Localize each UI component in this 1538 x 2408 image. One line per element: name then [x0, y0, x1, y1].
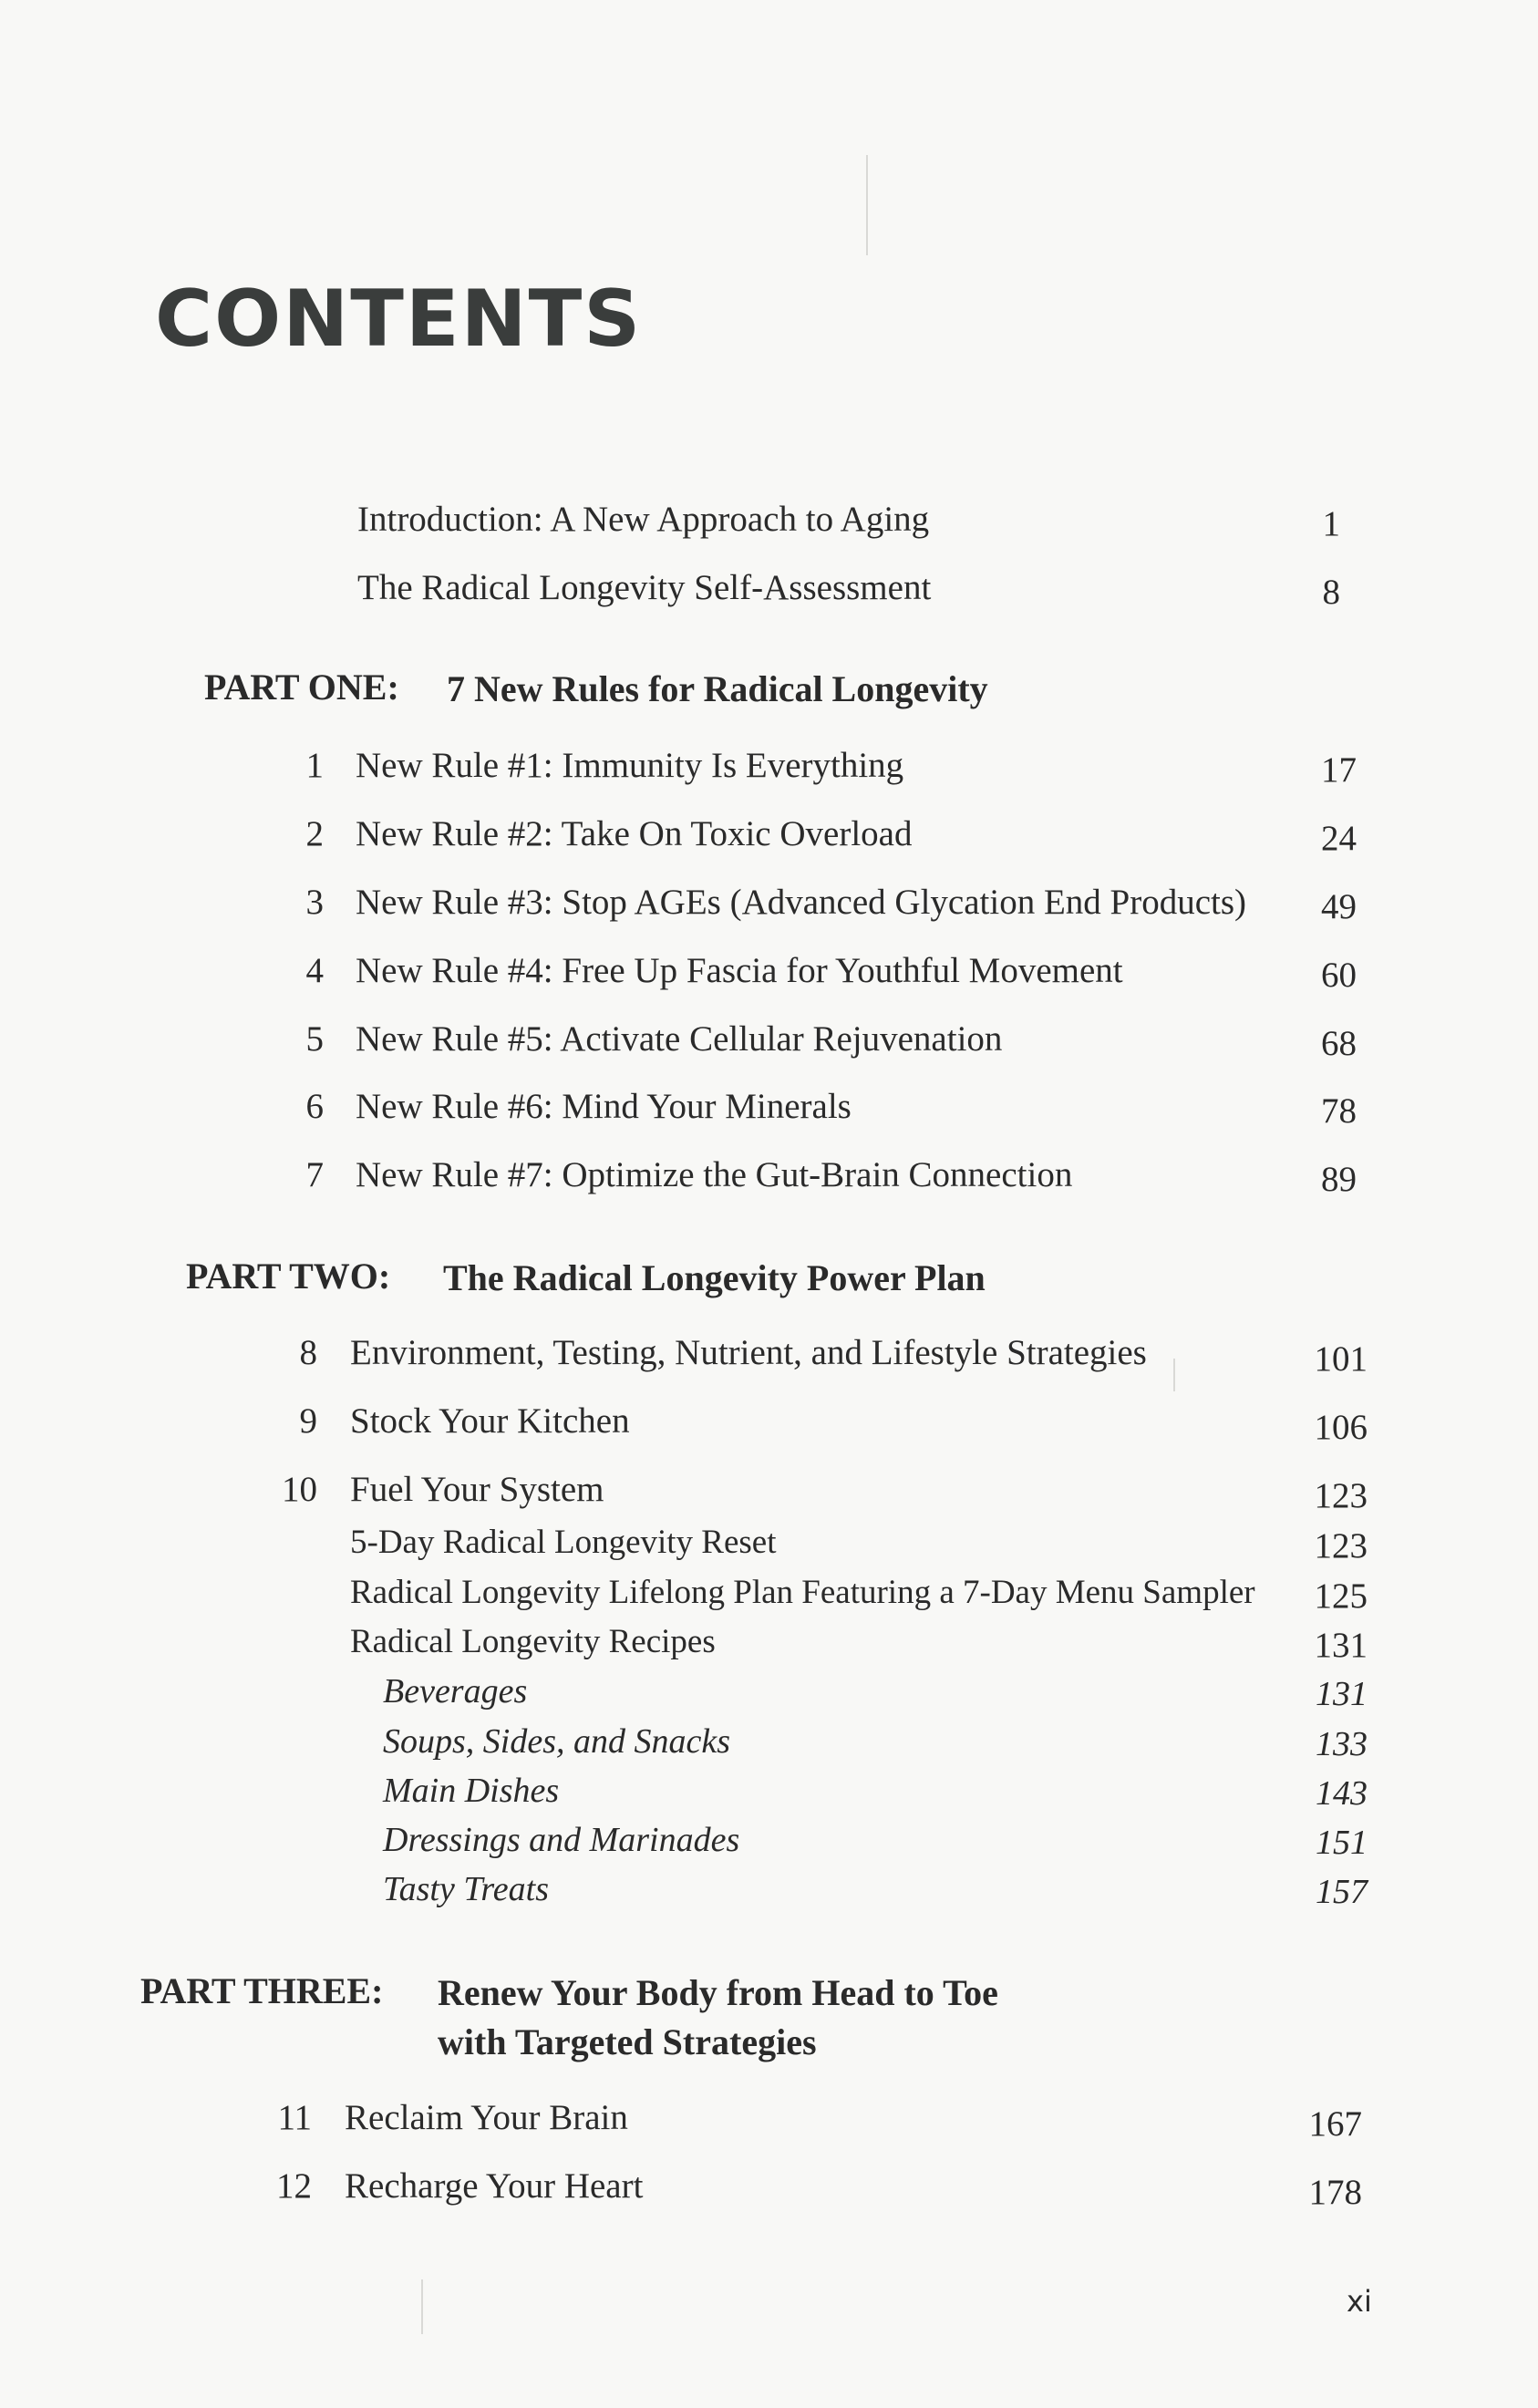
chapter-number: 8: [299, 1333, 317, 1372]
toc-page-number: 178: [1308, 2173, 1362, 2212]
toc-subentry-recipes[interactable]: Radical Longevity Recipes: [350, 1623, 716, 1660]
part-three-title-line1[interactable]: Renew Your Body from Head to Toe: [438, 1972, 998, 2013]
toc-entry-chapter-2[interactable]: New Rule #2: Take On Toxic Overload: [356, 814, 913, 853]
toc-page-number: 101: [1314, 1339, 1368, 1379]
toc-entry-chapter-9[interactable]: Stock Your Kitchen: [350, 1401, 630, 1441]
toc-page-number: 68: [1321, 1024, 1357, 1063]
part-one-title[interactable]: 7 New Rules for Radical Longevity: [447, 668, 988, 709]
chapter-number: 6: [305, 1087, 324, 1126]
toc-page-number: 17: [1321, 750, 1357, 790]
toc-recipe-soups[interactable]: Soups, Sides, and Snacks: [383, 1722, 731, 1761]
toc-page-number: 78: [1321, 1091, 1357, 1131]
toc-page-number: 60: [1321, 956, 1357, 995]
chapter-number: 7: [305, 1155, 324, 1194]
toc-entry-chapter-6[interactable]: New Rule #6: Mind Your Minerals: [356, 1087, 852, 1126]
page-title: CONTENTS: [155, 274, 643, 365]
toc-page-number: 24: [1321, 819, 1357, 858]
toc-recipe-dressings[interactable]: Dressings and Marinades: [383, 1821, 740, 1859]
toc-page-number: 167: [1308, 2104, 1362, 2144]
toc-entry-chapter-1[interactable]: New Rule #1: Immunity Is Everything: [356, 746, 904, 785]
toc-page-number: 1: [1322, 504, 1340, 543]
toc-entry-chapter-8[interactable]: Environment, Testing, Nutrient, and Lifestyle Strategies: [350, 1333, 1147, 1372]
toc-entry-chapter-4[interactable]: New Rule #4: Free Up Fascia for Youthful Movement: [356, 951, 1123, 990]
toc-page-number: 157: [1316, 1873, 1368, 1911]
part-three-label: PART THREE:: [140, 1970, 384, 2011]
chapter-number: 11: [277, 2098, 312, 2137]
chapter-number: 1: [305, 746, 324, 785]
chapter-number: 9: [299, 1401, 317, 1441]
toc-recipe-beverages[interactable]: Beverages: [383, 1672, 528, 1710]
part-one-label: PART ONE:: [204, 667, 399, 708]
chapter-number: 12: [276, 2166, 312, 2206]
toc-page-number: 123: [1314, 1526, 1368, 1566]
toc-entry-introduction[interactable]: Introduction: A New Approach to Aging: [357, 500, 930, 539]
toc-page-number: 106: [1314, 1408, 1368, 1447]
toc-page-number: 125: [1314, 1576, 1368, 1616]
toc-page-number: 143: [1316, 1774, 1368, 1813]
toc-recipe-tasty-treats[interactable]: Tasty Treats: [383, 1870, 549, 1908]
toc-page-number: 123: [1314, 1476, 1368, 1515]
toc-entry-self-assessment[interactable]: The Radical Longevity Self-Assessment: [357, 568, 932, 607]
toc-subentry-lifelong-plan[interactable]: Radical Longevity Lifelong Plan Featuring a 7-Day Menu Sampler: [350, 1574, 1255, 1611]
toc-page-number: 49: [1321, 887, 1357, 926]
chapter-number: 2: [305, 814, 324, 853]
toc-entry-chapter-3[interactable]: New Rule #3: Stop AGEs (Advanced Glycation End Products): [356, 883, 1247, 922]
scan-mark: [1173, 1359, 1175, 1391]
chapter-number: 10: [282, 1470, 317, 1509]
toc-page-number: 151: [1316, 1824, 1368, 1862]
toc-entry-chapter-10[interactable]: Fuel Your System: [350, 1470, 604, 1509]
chapter-number: 3: [305, 883, 324, 922]
page-folio: xi: [1347, 2284, 1372, 2319]
toc-entry-chapter-11[interactable]: Reclaim Your Brain: [345, 2098, 628, 2137]
toc-page-number: 131: [1316, 1675, 1368, 1713]
part-two-title[interactable]: The Radical Longevity Power Plan: [443, 1257, 986, 1298]
chapter-number: 5: [305, 1019, 324, 1059]
toc-page-number: 131: [1314, 1626, 1368, 1665]
part-two-label: PART TWO:: [186, 1256, 391, 1297]
toc-page-number: 133: [1316, 1725, 1368, 1763]
toc-entry-chapter-12[interactable]: Recharge Your Heart: [345, 2166, 644, 2206]
scan-mark: [866, 155, 868, 255]
toc-entry-chapter-5[interactable]: New Rule #5: Activate Cellular Rejuvenation: [356, 1019, 1003, 1059]
toc-recipe-main-dishes[interactable]: Main Dishes: [383, 1772, 560, 1810]
toc-subentry-reset[interactable]: 5-Day Radical Longevity Reset: [350, 1524, 777, 1561]
part-three-title-line2[interactable]: with Targeted Strategies: [438, 2021, 817, 2062]
toc-page-number: 8: [1322, 573, 1340, 612]
toc-entry-chapter-7[interactable]: New Rule #7: Optimize the Gut-Brain Connection: [356, 1155, 1073, 1194]
chapter-number: 4: [305, 951, 324, 990]
scan-mark: [421, 2279, 423, 2334]
toc-page-number: 89: [1321, 1160, 1357, 1199]
